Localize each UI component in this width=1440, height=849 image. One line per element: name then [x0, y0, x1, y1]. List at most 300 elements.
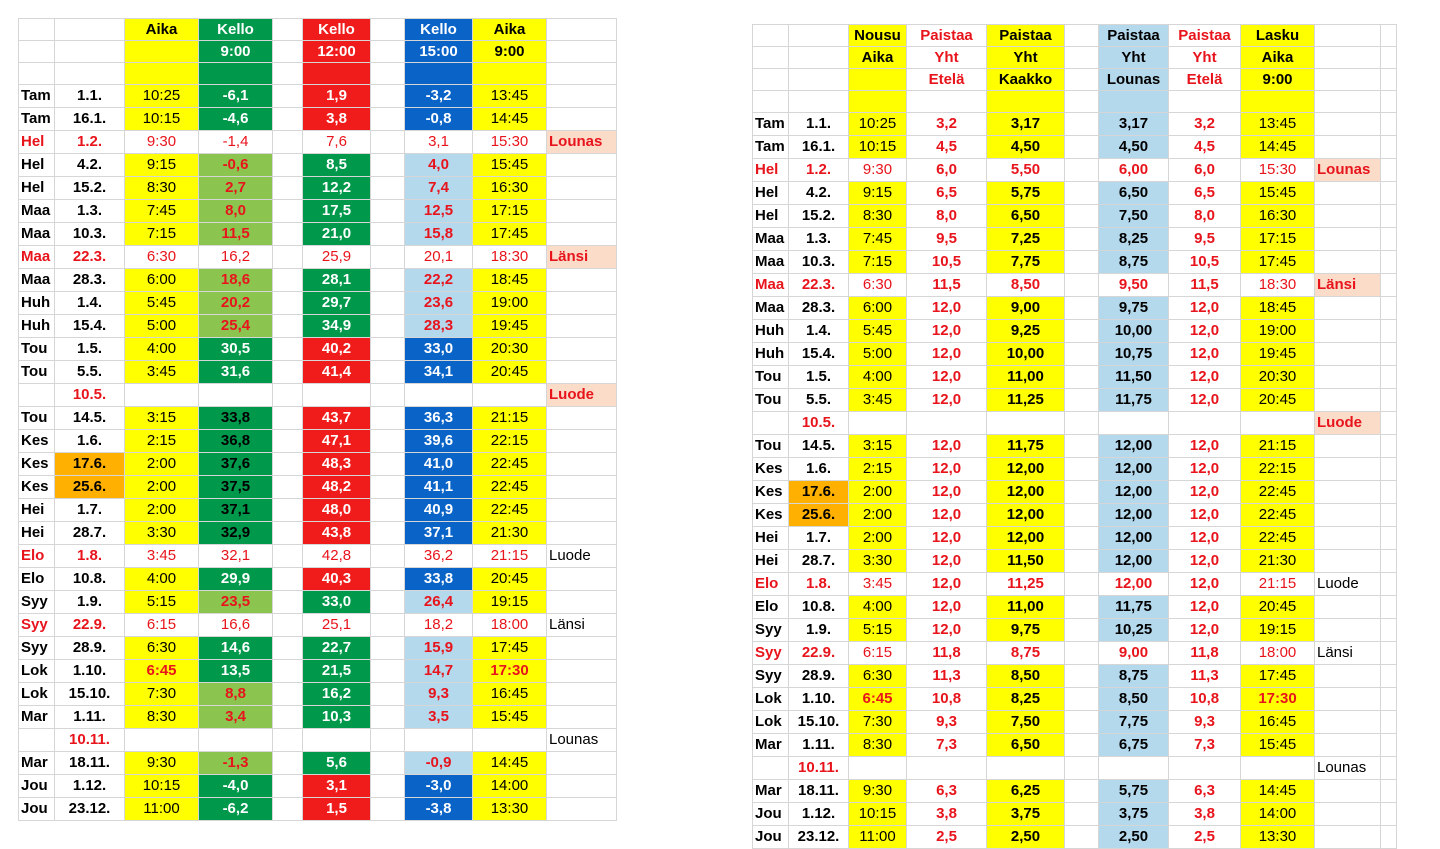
direction-cell[interactable] [547, 591, 617, 614]
direction-cell[interactable] [547, 154, 617, 177]
header-cell[interactable]: Yht [1169, 47, 1241, 69]
value-cell[interactable] [273, 292, 303, 315]
value-cell[interactable]: 14,6 [199, 637, 273, 660]
value-cell[interactable]: 4:00 [125, 568, 199, 591]
month-cell[interactable]: Maa [19, 246, 55, 269]
value-cell[interactable]: 7:15 [849, 251, 907, 274]
value-cell[interactable]: 4,5 [907, 136, 987, 159]
date-cell[interactable]: 25.6. [789, 504, 849, 527]
value-cell[interactable]: 9:30 [849, 780, 907, 803]
value-cell[interactable] [273, 85, 303, 108]
value-cell[interactable] [371, 430, 405, 453]
value-cell[interactable]: 33,8 [199, 407, 273, 430]
value-cell[interactable] [1381, 619, 1397, 642]
header-cell[interactable]: Kello [303, 19, 371, 41]
month-cell[interactable]: Tou [753, 366, 789, 389]
month-cell[interactable]: Maa [19, 200, 55, 223]
value-cell[interactable] [1065, 366, 1099, 389]
value-cell[interactable] [473, 384, 547, 407]
value-cell[interactable] [1065, 274, 1099, 297]
direction-cell[interactable] [547, 476, 617, 499]
month-cell[interactable]: Mar [19, 706, 55, 729]
value-cell[interactable]: 14:45 [1241, 780, 1315, 803]
value-cell[interactable]: 22:45 [473, 499, 547, 522]
value-cell[interactable]: 34,9 [303, 315, 371, 338]
value-cell[interactable]: 12,0 [907, 389, 987, 412]
month-cell[interactable]: Maa [753, 251, 789, 274]
header-cell[interactable] [1315, 47, 1381, 69]
value-cell[interactable]: 9:30 [125, 752, 199, 775]
value-cell[interactable]: 6:30 [125, 246, 199, 269]
value-cell[interactable]: 13:45 [1241, 113, 1315, 136]
value-cell[interactable]: 14:45 [473, 108, 547, 131]
value-cell[interactable] [371, 338, 405, 361]
header-cell[interactable] [19, 63, 55, 85]
value-cell[interactable] [371, 200, 405, 223]
value-cell[interactable]: 11,8 [907, 642, 987, 665]
value-cell[interactable]: 20:45 [1241, 596, 1315, 619]
value-cell[interactable]: 18:30 [1241, 274, 1315, 297]
value-cell[interactable]: 15:45 [473, 154, 547, 177]
month-cell[interactable]: Maa [753, 297, 789, 320]
value-cell[interactable] [1099, 412, 1169, 435]
header-cell[interactable] [19, 19, 55, 41]
value-cell[interactable]: 3,2 [907, 113, 987, 136]
value-cell[interactable] [273, 384, 303, 407]
value-cell[interactable] [1381, 596, 1397, 619]
value-cell[interactable]: 12,5 [405, 200, 473, 223]
value-cell[interactable]: 9,3 [405, 683, 473, 706]
value-cell[interactable] [273, 660, 303, 683]
value-cell[interactable]: 21:15 [473, 407, 547, 430]
value-cell[interactable]: 19:00 [473, 292, 547, 315]
header-cell[interactable] [1065, 91, 1099, 113]
value-cell[interactable]: 2:00 [849, 527, 907, 550]
value-cell[interactable] [1381, 228, 1397, 251]
value-cell[interactable] [1381, 366, 1397, 389]
value-cell[interactable]: 7:45 [849, 228, 907, 251]
value-cell[interactable]: 8,25 [1099, 228, 1169, 251]
month-cell[interactable]: Tou [19, 338, 55, 361]
value-cell[interactable]: 6,50 [1099, 182, 1169, 205]
value-cell[interactable]: 5:00 [849, 343, 907, 366]
value-cell[interactable] [1065, 688, 1099, 711]
month-cell[interactable]: Hei [19, 499, 55, 522]
value-cell[interactable] [1065, 389, 1099, 412]
value-cell[interactable]: 18:00 [473, 614, 547, 637]
header-cell[interactable] [1315, 91, 1381, 113]
value-cell[interactable]: 12,0 [1169, 481, 1241, 504]
direction-cell[interactable] [1315, 320, 1381, 343]
date-cell[interactable]: 1.12. [55, 775, 125, 798]
value-cell[interactable]: 10,00 [987, 343, 1065, 366]
value-cell[interactable]: 11,00 [987, 596, 1065, 619]
value-cell[interactable]: 8,75 [1099, 251, 1169, 274]
date-cell[interactable]: 15.10. [789, 711, 849, 734]
date-cell[interactable]: 16.1. [789, 136, 849, 159]
value-cell[interactable] [1065, 826, 1099, 849]
month-cell[interactable]: Syy [19, 614, 55, 637]
month-cell[interactable]: Hel [19, 131, 55, 154]
value-cell[interactable]: 3,8 [907, 803, 987, 826]
value-cell[interactable]: 22:45 [1241, 504, 1315, 527]
value-cell[interactable]: 42,8 [303, 545, 371, 568]
value-cell[interactable] [273, 683, 303, 706]
value-cell[interactable] [371, 85, 405, 108]
value-cell[interactable]: 17:15 [473, 200, 547, 223]
month-cell[interactable] [19, 384, 55, 407]
value-cell[interactable] [1065, 481, 1099, 504]
value-cell[interactable]: 14:45 [473, 752, 547, 775]
value-cell[interactable] [273, 108, 303, 131]
value-cell[interactable]: 3:45 [125, 361, 199, 384]
value-cell[interactable]: -1,3 [199, 752, 273, 775]
value-cell[interactable]: 15,8 [405, 223, 473, 246]
direction-cell[interactable] [547, 798, 617, 821]
date-cell[interactable]: 1.11. [55, 706, 125, 729]
value-cell[interactable] [1381, 481, 1397, 504]
header-cell[interactable] [199, 63, 273, 85]
header-cell[interactable]: 9:00 [199, 41, 273, 63]
value-cell[interactable] [1065, 228, 1099, 251]
value-cell[interactable] [1065, 527, 1099, 550]
month-cell[interactable]: Tam [19, 108, 55, 131]
value-cell[interactable]: 9,75 [1099, 297, 1169, 320]
value-cell[interactable]: 11,75 [987, 435, 1065, 458]
value-cell[interactable]: 4:00 [849, 366, 907, 389]
value-cell[interactable]: 3,17 [987, 113, 1065, 136]
value-cell[interactable] [199, 384, 273, 407]
value-cell[interactable]: 4:00 [849, 596, 907, 619]
value-cell[interactable]: 2:00 [849, 504, 907, 527]
value-cell[interactable] [371, 637, 405, 660]
value-cell[interactable]: 8,25 [987, 688, 1065, 711]
value-cell[interactable]: 48,2 [303, 476, 371, 499]
value-cell[interactable]: 20,1 [405, 246, 473, 269]
value-cell[interactable]: 21:15 [1241, 573, 1315, 596]
value-cell[interactable] [273, 315, 303, 338]
value-cell[interactable] [125, 729, 199, 752]
value-cell[interactable]: 31,6 [199, 361, 273, 384]
value-cell[interactable]: 12,2 [303, 177, 371, 200]
value-cell[interactable] [273, 522, 303, 545]
value-cell[interactable]: 12,0 [1169, 596, 1241, 619]
value-cell[interactable] [273, 614, 303, 637]
value-cell[interactable]: 33,8 [405, 568, 473, 591]
value-cell[interactable]: 7:45 [125, 200, 199, 223]
value-cell[interactable]: 3,4 [199, 706, 273, 729]
header-cell[interactable]: Paistaa [1099, 25, 1169, 47]
value-cell[interactable]: 18:45 [1241, 297, 1315, 320]
direction-cell[interactable] [547, 775, 617, 798]
value-cell[interactable]: 8,5 [303, 154, 371, 177]
value-cell[interactable]: 6,75 [1099, 734, 1169, 757]
date-cell[interactable]: 5.5. [789, 389, 849, 412]
value-cell[interactable]: 47,1 [303, 430, 371, 453]
value-cell[interactable]: 8,75 [1099, 665, 1169, 688]
value-cell[interactable]: 2,5 [1169, 826, 1241, 849]
value-cell[interactable]: 11,3 [1169, 665, 1241, 688]
date-cell[interactable]: 23.12. [789, 826, 849, 849]
month-cell[interactable]: Kes [19, 476, 55, 499]
value-cell[interactable]: 11,00 [987, 366, 1065, 389]
header-cell[interactable] [371, 63, 405, 85]
value-cell[interactable]: 3,8 [303, 108, 371, 131]
header-cell[interactable]: Aika [125, 19, 199, 41]
value-cell[interactable]: 5,6 [303, 752, 371, 775]
value-cell[interactable] [371, 476, 405, 499]
value-cell[interactable] [1381, 665, 1397, 688]
month-cell[interactable]: Tam [753, 113, 789, 136]
value-cell[interactable]: 37,6 [199, 453, 273, 476]
value-cell[interactable]: 10,8 [1169, 688, 1241, 711]
date-cell[interactable]: 1.3. [789, 228, 849, 251]
direction-cell[interactable] [547, 315, 617, 338]
value-cell[interactable]: 22:45 [473, 453, 547, 476]
value-cell[interactable] [1169, 757, 1241, 780]
value-cell[interactable] [273, 476, 303, 499]
value-cell[interactable] [303, 384, 371, 407]
date-cell[interactable]: 1.4. [55, 292, 125, 315]
date-cell[interactable]: 1.10. [789, 688, 849, 711]
header-cell[interactable]: Yht [987, 47, 1065, 69]
value-cell[interactable] [273, 200, 303, 223]
date-cell[interactable]: 15.4. [55, 315, 125, 338]
value-cell[interactable] [273, 246, 303, 269]
value-cell[interactable]: 26,4 [405, 591, 473, 614]
month-cell[interactable]: Lok [19, 660, 55, 683]
value-cell[interactable]: 12,0 [907, 596, 987, 619]
value-cell[interactable]: 8,50 [1099, 688, 1169, 711]
value-cell[interactable] [273, 430, 303, 453]
value-cell[interactable]: 21:15 [1241, 435, 1315, 458]
value-cell[interactable] [371, 683, 405, 706]
value-cell[interactable]: 40,9 [405, 499, 473, 522]
date-cell[interactable]: 10.8. [789, 596, 849, 619]
direction-cell[interactable] [547, 453, 617, 476]
date-cell[interactable]: 1.1. [55, 85, 125, 108]
value-cell[interactable]: 12,0 [1169, 550, 1241, 573]
value-cell[interactable]: 7:15 [125, 223, 199, 246]
value-cell[interactable]: 41,1 [405, 476, 473, 499]
date-cell[interactable]: 28.7. [789, 550, 849, 573]
month-cell[interactable]: Hel [753, 182, 789, 205]
value-cell[interactable]: -3,2 [405, 85, 473, 108]
value-cell[interactable] [371, 752, 405, 775]
value-cell[interactable]: 21:30 [473, 522, 547, 545]
value-cell[interactable] [371, 223, 405, 246]
date-cell[interactable]: 1.6. [789, 458, 849, 481]
value-cell[interactable]: 12,0 [1169, 458, 1241, 481]
value-cell[interactable]: 5:00 [125, 315, 199, 338]
value-cell[interactable]: 17:45 [1241, 251, 1315, 274]
month-cell[interactable]: Maa [19, 269, 55, 292]
value-cell[interactable]: 19:45 [473, 315, 547, 338]
value-cell[interactable] [371, 384, 405, 407]
month-cell[interactable]: Syy [19, 637, 55, 660]
value-cell[interactable]: 23,6 [405, 292, 473, 315]
date-cell[interactable]: 1.12. [789, 803, 849, 826]
value-cell[interactable] [1381, 757, 1397, 780]
value-cell[interactable] [1065, 573, 1099, 596]
value-cell[interactable]: 6:00 [125, 269, 199, 292]
value-cell[interactable]: 12,00 [1099, 458, 1169, 481]
value-cell[interactable] [1065, 665, 1099, 688]
value-cell[interactable] [1065, 619, 1099, 642]
date-cell[interactable]: 4.2. [55, 154, 125, 177]
header-cell[interactable] [303, 63, 371, 85]
value-cell[interactable]: 8:30 [849, 205, 907, 228]
month-cell[interactable]: Kes [753, 458, 789, 481]
header-cell[interactable] [273, 41, 303, 63]
month-cell[interactable]: Jou [19, 775, 55, 798]
header-cell[interactable]: Yht [1099, 47, 1169, 69]
header-cell[interactable] [1381, 25, 1397, 47]
direction-cell[interactable] [547, 430, 617, 453]
value-cell[interactable]: 25,9 [303, 246, 371, 269]
value-cell[interactable]: 29,9 [199, 568, 273, 591]
direction-cell[interactable]: Luode [1315, 573, 1381, 596]
value-cell[interactable] [1381, 320, 1397, 343]
value-cell[interactable]: -4,6 [199, 108, 273, 131]
value-cell[interactable]: 11,5 [907, 274, 987, 297]
value-cell[interactable]: 8,8 [199, 683, 273, 706]
value-cell[interactable] [273, 591, 303, 614]
value-cell[interactable] [1065, 504, 1099, 527]
value-cell[interactable] [371, 568, 405, 591]
value-cell[interactable] [371, 522, 405, 545]
direction-cell[interactable] [1315, 826, 1381, 849]
value-cell[interactable]: 1,5 [303, 798, 371, 821]
value-cell[interactable] [1381, 458, 1397, 481]
value-cell[interactable]: 9,3 [1169, 711, 1241, 734]
header-cell[interactable] [789, 91, 849, 113]
header-cell[interactable]: Kaakko [987, 69, 1065, 91]
value-cell[interactable]: 3,17 [1099, 113, 1169, 136]
month-cell[interactable]: Jou [753, 803, 789, 826]
direction-cell[interactable]: Lounas [1315, 159, 1381, 182]
value-cell[interactable]: 2:00 [125, 453, 199, 476]
header-cell[interactable]: 15:00 [405, 41, 473, 63]
value-cell[interactable]: 8,50 [987, 665, 1065, 688]
month-cell[interactable]: Hel [19, 177, 55, 200]
value-cell[interactable] [1065, 343, 1099, 366]
value-cell[interactable]: 9,50 [1099, 274, 1169, 297]
value-cell[interactable]: 12,0 [907, 619, 987, 642]
value-cell[interactable] [273, 499, 303, 522]
date-cell[interactable]: 10.3. [55, 223, 125, 246]
date-cell[interactable]: 15.2. [55, 177, 125, 200]
date-cell[interactable]: 10.8. [55, 568, 125, 591]
header-cell[interactable]: Aika [473, 19, 547, 41]
month-cell[interactable]: Jou [19, 798, 55, 821]
value-cell[interactable]: 12,00 [1099, 527, 1169, 550]
value-cell[interactable] [371, 177, 405, 200]
value-cell[interactable]: 10:15 [125, 108, 199, 131]
value-cell[interactable] [303, 729, 371, 752]
value-cell[interactable]: 16:30 [473, 177, 547, 200]
value-cell[interactable]: 22:15 [473, 430, 547, 453]
value-cell[interactable]: 36,3 [405, 407, 473, 430]
value-cell[interactable]: 3,5 [405, 706, 473, 729]
month-cell[interactable]: Maa [753, 274, 789, 297]
value-cell[interactable] [1381, 734, 1397, 757]
value-cell[interactable] [273, 131, 303, 154]
date-cell[interactable]: 15.4. [789, 343, 849, 366]
direction-cell[interactable]: Lounas [1315, 757, 1381, 780]
value-cell[interactable]: 25,4 [199, 315, 273, 338]
month-cell[interactable]: Tou [753, 435, 789, 458]
header-cell[interactable] [473, 63, 547, 85]
value-cell[interactable]: 6,00 [1099, 159, 1169, 182]
value-cell[interactable] [371, 154, 405, 177]
date-cell[interactable]: 14.5. [55, 407, 125, 430]
value-cell[interactable]: 4:00 [125, 338, 199, 361]
value-cell[interactable]: 40,3 [303, 568, 371, 591]
month-cell[interactable]: Syy [753, 642, 789, 665]
value-cell[interactable]: 12,00 [987, 458, 1065, 481]
value-cell[interactable]: 19:45 [1241, 343, 1315, 366]
value-cell[interactable]: 13,5 [199, 660, 273, 683]
value-cell[interactable]: 12,0 [1169, 504, 1241, 527]
date-cell[interactable]: 23.12. [55, 798, 125, 821]
value-cell[interactable]: 10,25 [1099, 619, 1169, 642]
value-cell[interactable] [371, 407, 405, 430]
value-cell[interactable]: 12,0 [1169, 297, 1241, 320]
value-cell[interactable]: 3:30 [849, 550, 907, 573]
value-cell[interactable]: 5:15 [125, 591, 199, 614]
value-cell[interactable]: 5,50 [987, 159, 1065, 182]
value-cell[interactable]: 7,75 [987, 251, 1065, 274]
value-cell[interactable] [1381, 136, 1397, 159]
month-cell[interactable]: Maa [753, 228, 789, 251]
value-cell[interactable]: 11,25 [987, 389, 1065, 412]
value-cell[interactable]: 9:30 [849, 159, 907, 182]
direction-cell[interactable] [1315, 550, 1381, 573]
direction-cell[interactable] [547, 292, 617, 315]
value-cell[interactable]: 48,0 [303, 499, 371, 522]
value-cell[interactable] [1381, 527, 1397, 550]
value-cell[interactable]: 22:45 [1241, 481, 1315, 504]
value-cell[interactable]: 36,8 [199, 430, 273, 453]
value-cell[interactable]: 6:15 [125, 614, 199, 637]
direction-cell[interactable] [547, 752, 617, 775]
month-cell[interactable]: Lok [19, 683, 55, 706]
date-cell[interactable]: 28.3. [55, 269, 125, 292]
direction-cell[interactable] [1315, 251, 1381, 274]
date-cell[interactable]: 22.9. [55, 614, 125, 637]
value-cell[interactable] [371, 499, 405, 522]
value-cell[interactable] [371, 108, 405, 131]
value-cell[interactable]: 20,2 [199, 292, 273, 315]
value-cell[interactable] [1381, 182, 1397, 205]
value-cell[interactable] [1381, 642, 1397, 665]
header-cell[interactable]: Nousu [849, 25, 907, 47]
value-cell[interactable]: 20:30 [1241, 366, 1315, 389]
value-cell[interactable] [1065, 550, 1099, 573]
month-cell[interactable]: Lok [753, 688, 789, 711]
value-cell[interactable]: 3:45 [125, 545, 199, 568]
header-cell[interactable] [1315, 25, 1381, 47]
date-cell[interactable]: 28.9. [789, 665, 849, 688]
date-cell[interactable]: 10.5. [789, 412, 849, 435]
value-cell[interactable]: 5,75 [987, 182, 1065, 205]
value-cell[interactable]: -3,8 [405, 798, 473, 821]
date-cell[interactable]: 1.6. [55, 430, 125, 453]
date-cell[interactable]: 1.1. [789, 113, 849, 136]
value-cell[interactable]: 11,50 [1099, 366, 1169, 389]
value-cell[interactable]: 21:15 [473, 545, 547, 568]
